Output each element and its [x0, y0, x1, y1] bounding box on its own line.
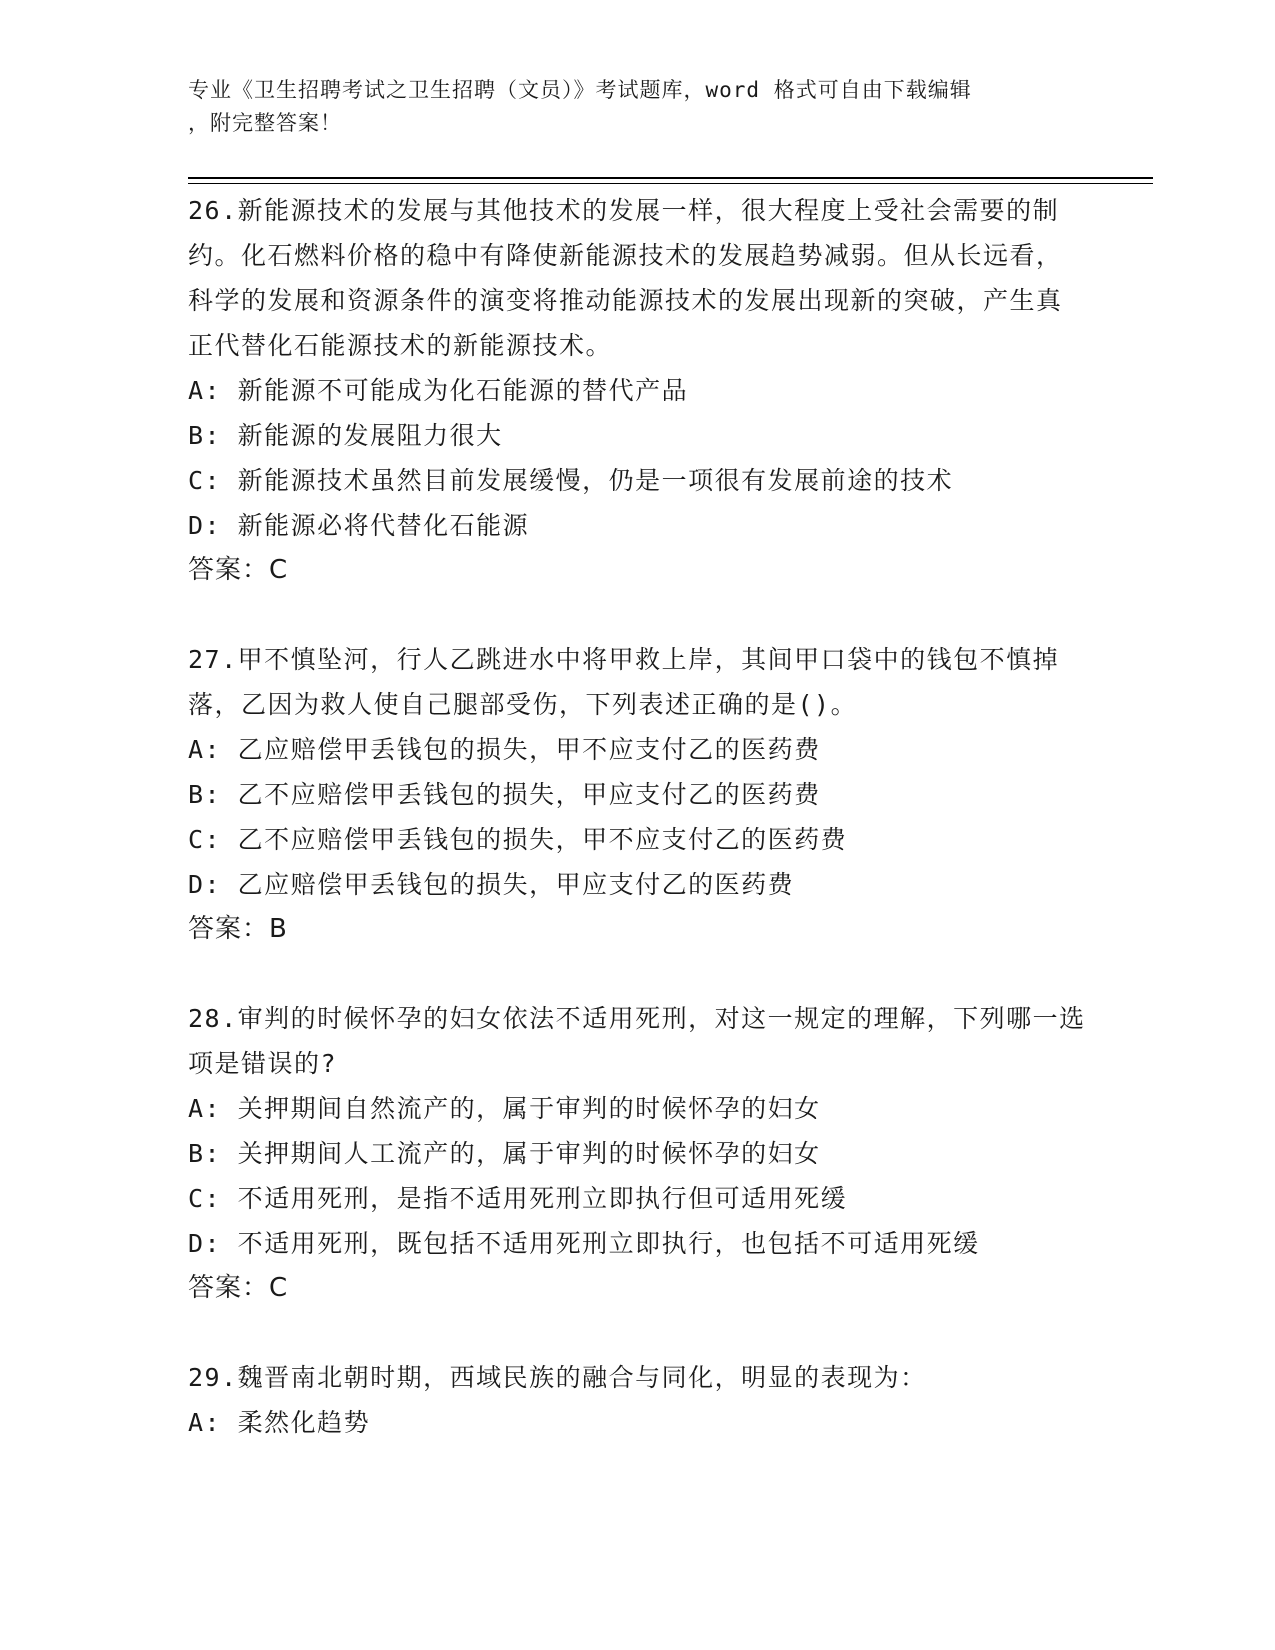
answer-label: 答案：B: [188, 914, 288, 944]
option-d: D: 乙应赔偿甲丢钱包的损失，甲应支付乙的医药费: [188, 870, 795, 899]
question-29: [188, 1355, 1088, 1445]
option-c: C: 乙不应赔偿甲丢钱包的损失，甲不应支付乙的医药费: [188, 825, 848, 854]
option-a: A: 关押期间自然流产的，属于审判的时候怀孕的妇女: [188, 1094, 821, 1123]
question-text: 29.魏晋南北朝时期，西域民族的融合与同化，明显的表现为：: [188, 1363, 927, 1392]
option-d: D: 不适用死刑，既包括不适用死刑立即执行，也包括不可适用死缓: [188, 1229, 980, 1258]
option-b: B: 关押期间人工流产的，属于审判的时候怀孕的妇女: [188, 1139, 821, 1168]
option-a: A: 柔然化趋势: [188, 1408, 371, 1437]
answer-label: 答案：C: [188, 1273, 289, 1303]
option-b: B: 新能源的发展阻力很大: [188, 421, 503, 450]
option-d: D: 新能源必将代替化石能源: [188, 511, 530, 540]
header-intro-line-2: ，附完整答案！: [188, 111, 342, 135]
option-c: C: 新能源技术虽然目前发展缓慢，仍是一项很有发展前途的技术: [188, 466, 954, 495]
question-text: 28.审判的时候怀孕的妇女依法不适用死刑，对这一规定的理解，下列哪一选项是错误的?: [188, 1004, 1086, 1078]
option-c: C: 不适用死刑，是指不适用死刑立即执行但可适用死缓: [188, 1184, 848, 1213]
question-28: [188, 996, 1088, 1311]
answer-label: 答案：C: [188, 555, 289, 585]
header-intro-line-1: 专业《卫生招聘考试之卫生招聘（文员）》考试题库，word 格式可自由下载编辑: [188, 78, 972, 102]
question-26: [188, 188, 1088, 593]
option-a: A: 新能源不可能成为化石能源的替代产品: [188, 376, 689, 405]
header-divider-thin: [188, 183, 1153, 184]
question-text: 26.新能源技术的发展与其他技术的发展一样，很大程度上受社会需要的制约。化石燃料价格的稳中有降使新能源技术的发展趋势减弱。但从长远看，科学的发展和资源条件的演变将推动能源技术的发展出现新的突破，产生真正代替化石能源技术的新能源技术。: [188, 196, 1063, 360]
option-a: A: 乙应赔偿甲丢钱包的损失，甲不应支付乙的医药费: [188, 735, 821, 764]
question-list: [188, 188, 1088, 1489]
question-27: [188, 637, 1088, 952]
option-b: B: 乙不应赔偿甲丢钱包的损失，甲应支付乙的医药费: [188, 780, 821, 809]
document-header: [188, 74, 1088, 140]
question-text: 27.甲不慎坠河，行人乙跳进水中将甲救上岸，其间甲口袋中的钱包不慎掉落，乙因为救人使自己腿部受伤，下列表述正确的是()。: [188, 645, 1060, 719]
header-divider-thick: [188, 177, 1153, 179]
